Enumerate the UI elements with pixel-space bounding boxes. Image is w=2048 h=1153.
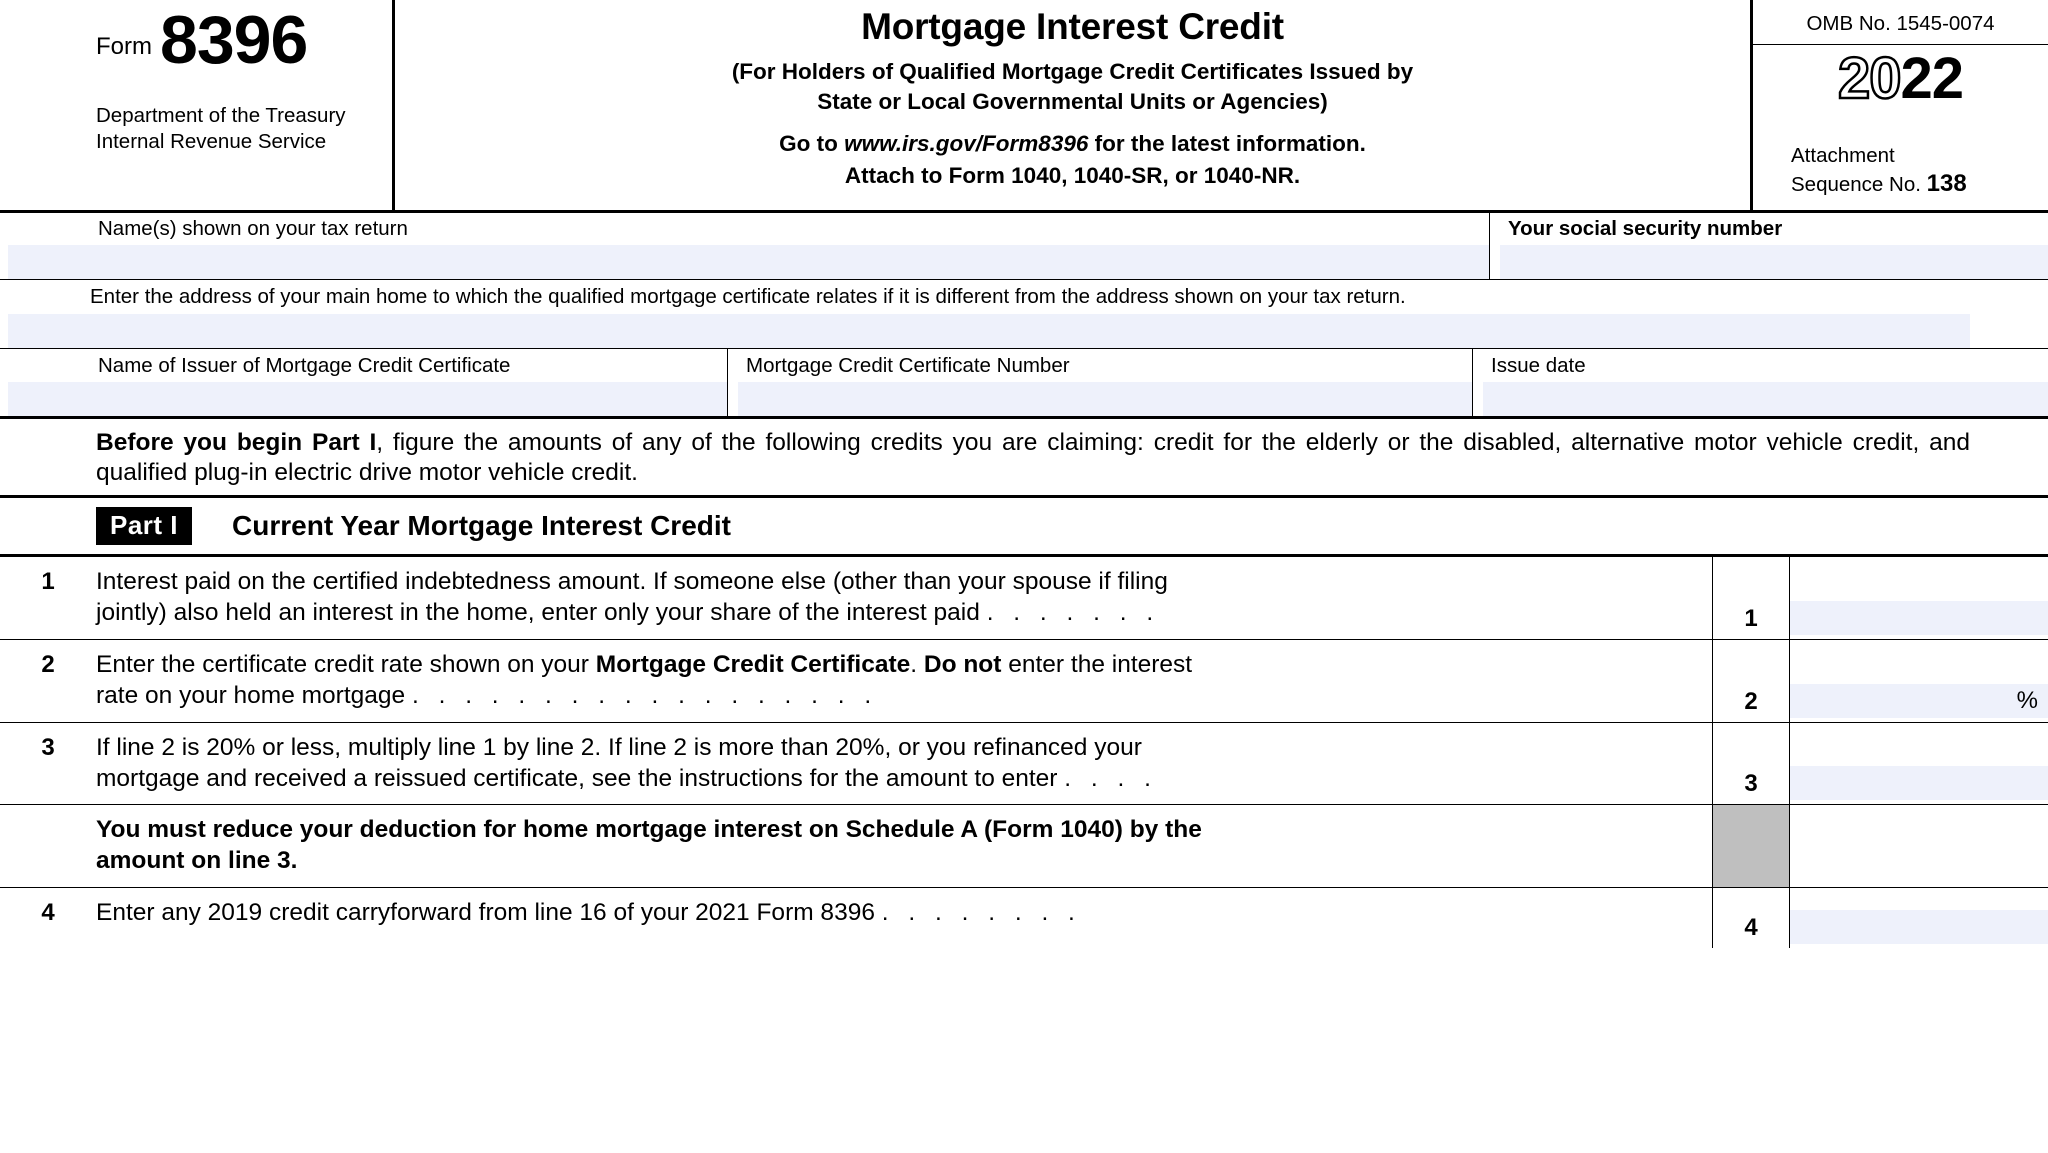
line-3-text-b: mortgage and received a reissued certificate, see the instructions for the amount to enter — [96, 764, 1058, 792]
address-row — [0, 280, 2048, 349]
header-center — [395, 0, 1750, 210]
issue-date-label: Issue date — [1491, 354, 1586, 377]
form-subtitle — [395, 57, 1750, 117]
name-input[interactable] — [8, 245, 1489, 279]
statement-line-a: You must reduce your deduction for home mortgage interest on Schedule A (Form 1040) by the — [96, 816, 1202, 844]
line-2-number: 2 — [41, 650, 55, 678]
issuer-cell — [0, 349, 728, 416]
line-1-amount-cell — [1790, 557, 2048, 639]
statement-amount-cell — [1790, 805, 2048, 887]
omb-number: OMB No. 1545-0074 — [1753, 0, 2048, 45]
line-1-amount-input[interactable] — [1790, 601, 2048, 635]
line-1-text-a: Interest paid on the certified indebtedness amount. If someone else (other than your spouse if filing — [96, 568, 1168, 596]
attachment-sequence — [1791, 143, 1967, 200]
ssn-input[interactable] — [1500, 245, 2048, 279]
line-2-text-a3: enter the interest — [1001, 650, 1193, 678]
goto-suffix: for the latest information. — [1088, 130, 1366, 156]
goto-line — [395, 131, 1750, 157]
reduce-deduction-statement-row — [0, 805, 2048, 888]
department-line-2: Internal Revenue Service — [96, 129, 327, 153]
address-input[interactable] — [8, 314, 1970, 348]
department-line-1: Department of the Treasury — [96, 103, 346, 127]
name-ssn-row — [0, 213, 2048, 280]
form-word-label: Form — [96, 32, 152, 60]
before-you-begin-lead: Before you begin Part I — [96, 429, 377, 456]
line-3-text-a: If line 2 is 20% or less, multiply line 1 by line 2. If line 2 is more than 20%, or you refinanced your — [96, 733, 1142, 761]
part-1-title: Current Year Mortgage Interest Credit — [232, 510, 731, 542]
form-subtitle-line-2: State or Local Governmental Units or Agencies) — [817, 88, 1328, 114]
goto-prefix: Go to — [779, 130, 845, 156]
line-4-text-a: Enter any 2019 credit carryforward from line 16 of your 2021 Form 8396 — [96, 899, 875, 927]
line-2-box-number: 2 — [1712, 640, 1790, 722]
percent-symbol: % — [2016, 686, 2038, 714]
line-2-text-bold-2: Do not — [923, 650, 1002, 678]
mcc-number-input[interactable] — [738, 382, 1472, 416]
name-cell — [0, 213, 1490, 279]
before-you-begin — [0, 419, 2048, 498]
ssn-label: Your social security number — [1508, 217, 1783, 240]
mcc-number-label: Mortgage Credit Certificate Number — [746, 354, 1070, 377]
attachment-sequence-number: 138 — [1926, 170, 1967, 198]
line-4-amount-cell — [1790, 888, 2048, 948]
line-2-text-bold-1: Mortgage Credit Certificate — [595, 650, 911, 678]
line-4-row — [0, 888, 2048, 948]
line-4-box-number: 4 — [1712, 888, 1790, 948]
ssn-cell — [1490, 213, 2048, 279]
form-title: Mortgage Interest Credit — [861, 6, 1284, 47]
issuer-input[interactable] — [8, 382, 727, 416]
line-2-rate-input[interactable] — [1790, 684, 2048, 718]
line-2-row — [0, 640, 2048, 723]
line-1-leader-dots: . . . . . . . — [986, 599, 1160, 627]
line-2-text-b: rate on your home mortgage — [96, 681, 406, 709]
line-2-text — [96, 640, 1712, 722]
line-1-text — [96, 557, 1712, 639]
header-left — [0, 0, 395, 210]
line-2-text-a1: Enter the certificate credit rate shown on your — [96, 650, 596, 678]
line-2-leader-dots: . . . . . . . . . . . . . . . . . . — [411, 681, 878, 709]
irs-url[interactable]: www.irs.gov/Form8396 — [844, 130, 1089, 156]
line-4-amount-input[interactable] — [1790, 910, 2048, 944]
department-block — [96, 103, 346, 155]
part-1-bar — [0, 498, 2048, 557]
line-2-text-a2: . — [910, 650, 924, 678]
address-instruction: Enter the address of your main home to which the qualified mortgage certificate relates if it is different from the address shown on your tax return. — [90, 285, 1406, 308]
issue-date-cell — [1473, 349, 2048, 416]
attach-to-line: Attach to Form 1040, 1040-SR, or 1040-NR. — [844, 162, 1301, 188]
tax-year-suffix: 22 — [1900, 46, 1964, 111]
tax-year-prefix: 20 — [1837, 46, 1901, 111]
statement-shaded-box — [1712, 805, 1790, 887]
line-3-number: 3 — [41, 733, 55, 761]
line-4-number: 4 — [41, 899, 55, 927]
line-1-box-number: 1 — [1712, 557, 1790, 639]
attachment-label-line-1: Attachment — [1791, 144, 1895, 168]
form-number: 8396 — [160, 2, 308, 78]
issue-date-input[interactable] — [1483, 382, 2048, 416]
tax-year — [1753, 45, 2048, 110]
name-label: Name(s) shown on your tax return — [98, 217, 408, 240]
issuer-row — [0, 349, 2048, 419]
mcc-number-cell — [728, 349, 1473, 416]
form-identifier — [0, 0, 392, 78]
header-right — [1750, 0, 2048, 210]
attachment-label-line-2: Sequence No. — [1791, 173, 1921, 197]
line-2-amount-cell — [1790, 640, 2048, 722]
statement-spacer — [0, 805, 96, 887]
line-3-row — [0, 723, 2048, 806]
statement-line-b: amount on line 3. — [96, 847, 298, 875]
form-header — [0, 0, 2048, 213]
line-1-number: 1 — [41, 568, 55, 596]
line-4-leader-dots: . . . . . . . . — [881, 899, 1082, 927]
form-subtitle-line-1: (For Holders of Qualified Mortgage Credit Certificates Issued by — [731, 59, 1414, 84]
line-3-box-number: 3 — [1712, 723, 1790, 805]
line-3-leader-dots: . . . . — [1064, 764, 1158, 792]
line-3-amount-input[interactable] — [1790, 766, 2048, 800]
line-1-row — [0, 557, 2048, 640]
reduce-deduction-statement — [96, 805, 1712, 887]
lines-section — [0, 557, 2048, 948]
line-4-text — [96, 888, 1712, 948]
part-1-tag: Part I — [96, 507, 192, 545]
before-you-begin-rest: , figure the amounts of any of the following credits you are claiming: credit for the elderly or the disabled, alternative motor vehicle credit, and qualified plug-in electric drive motor vehicle credit. — [96, 429, 1970, 487]
line-3-amount-cell — [1790, 723, 2048, 805]
line-1-text-b: jointly) also held an interest in the home, enter only your share of the interest paid — [96, 599, 980, 627]
line-3-text — [96, 723, 1712, 805]
issuer-label: Name of Issuer of Mortgage Credit Certificate — [98, 354, 511, 377]
